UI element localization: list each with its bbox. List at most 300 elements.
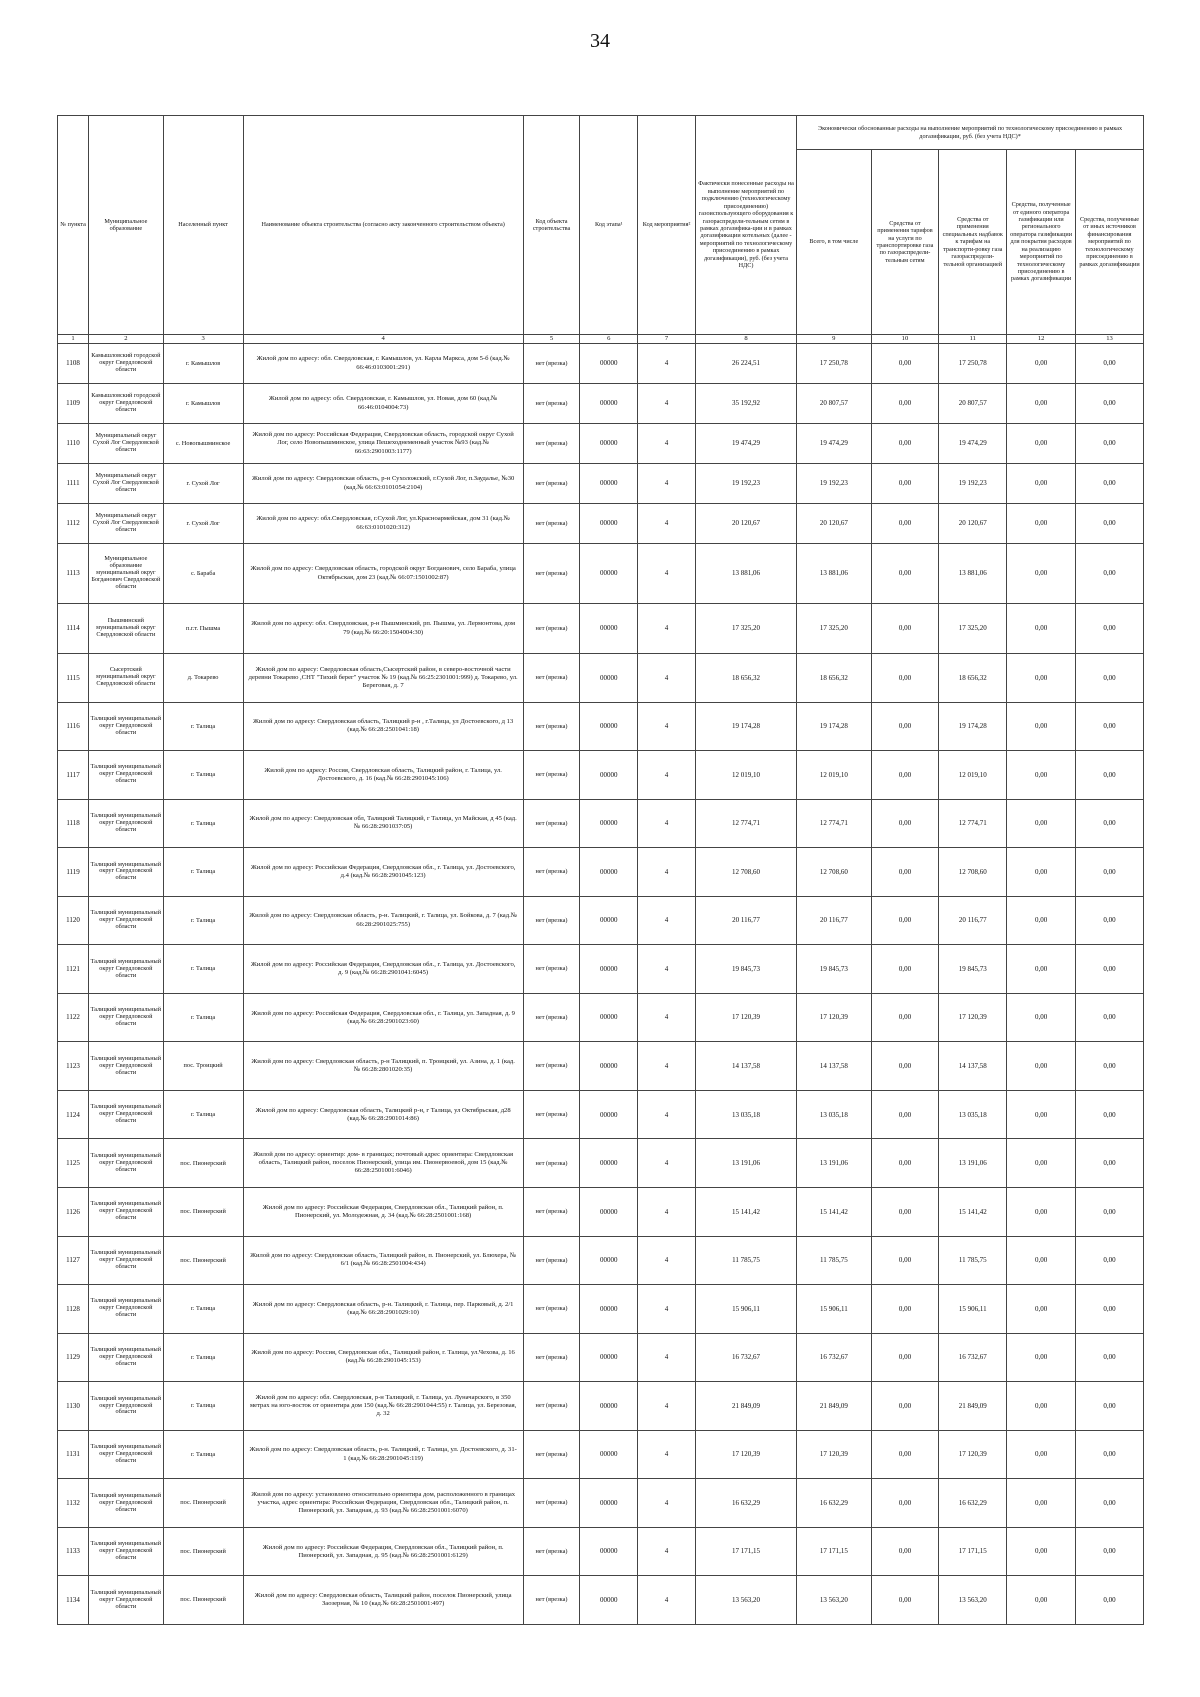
actual-costs-cell: 19 174,28 (695, 702, 796, 751)
object-code-cell: нет (врезка) (523, 1236, 580, 1285)
municipality-cell: Талицкий муниципальный округ Свердловской области (89, 1285, 163, 1334)
table-row (58, 848, 1144, 897)
total-cell: 17 250,78 (797, 344, 871, 384)
stage-code-cell: 00000 (580, 751, 638, 800)
table-row (58, 464, 1144, 504)
operator-funds-cell: 0,00 (1007, 751, 1076, 800)
item-number-cell: 1126 (58, 1188, 89, 1237)
object-code-cell: нет (врезка) (523, 993, 580, 1042)
event-code-cell: 4 (638, 604, 696, 654)
tariff-funds-cell: 0,00 (871, 424, 939, 464)
other-sources-cell: 0,00 (1076, 424, 1144, 464)
object-address-cell: Жилой дом по адресу: Свердловская область,Сысертский район, в северо-восточной части деревни Токарево ,СНТ "Тихий берег" участок № 19 (кад.№ 66:25:2301001:999) д. Токарево, ул. Береговая, д. 7 (243, 654, 523, 703)
object-address-cell: Жилой дом по адресу: Российская Федерация, Свердловская обл., Талицкий район, п. Пионерский, ул. Западная, д. 95 (кад.№ 66:28:2501001:6129) (243, 1527, 523, 1576)
settlement-cell: г. Сухой Лог (163, 504, 243, 544)
table-row (58, 1333, 1144, 1382)
municipality-cell: Талицкий муниципальный округ Свердловской области (89, 751, 163, 800)
item-number-cell: 1120 (58, 896, 89, 945)
item-number-cell: 1118 (58, 799, 89, 848)
item-number-cell: 1108 (58, 344, 89, 384)
other-sources-cell: 0,00 (1076, 1139, 1144, 1188)
tariff-funds-cell: 0,00 (871, 654, 939, 703)
table-row (58, 799, 1144, 848)
total-cell: 17 120,39 (797, 1430, 871, 1479)
column-number: 9 (797, 335, 871, 344)
column-number: 4 (243, 335, 523, 344)
object-code-cell: нет (врезка) (523, 464, 580, 504)
stage-code-cell: 00000 (580, 1139, 638, 1188)
object-code-cell: нет (врезка) (523, 751, 580, 800)
municipality-cell: Талицкий муниципальный округ Свердловской области (89, 945, 163, 994)
tariff-funds-cell: 0,00 (871, 504, 939, 544)
event-code-cell: 4 (638, 464, 696, 504)
table-body (58, 344, 1144, 1625)
event-code-cell: 4 (638, 1042, 696, 1091)
event-code-cell: 4 (638, 945, 696, 994)
special-surcharge-cell: 12 774,71 (939, 799, 1007, 848)
special-surcharge-cell: 17 325,20 (939, 604, 1007, 654)
stage-code-cell: 00000 (580, 1090, 638, 1139)
object-address-cell: Жилой дом по адресу: ориентир: дом- в границах; почтовый адрес ориентира: Свердловская область, Талицкий район, поселок Пионерский, улица им. Пионервоевой, дом 15 (кад.№ 66:28:2501001:6046) (243, 1139, 523, 1188)
tariff-funds-cell: 0,00 (871, 1285, 939, 1334)
item-number-cell: 1113 (58, 544, 89, 604)
municipality-cell: Талицкий муниципальный округ Свердловской области (89, 1139, 163, 1188)
item-number-cell: 1109 (58, 384, 89, 424)
item-number-cell: 1114 (58, 604, 89, 654)
operator-funds-cell: 0,00 (1007, 604, 1076, 654)
tariff-funds-cell: 0,00 (871, 1139, 939, 1188)
operator-funds-cell: 0,00 (1007, 1285, 1076, 1334)
total-cell: 20 120,67 (797, 504, 871, 544)
tariff-funds-cell: 0,00 (871, 1479, 939, 1528)
other-sources-cell: 0,00 (1076, 384, 1144, 424)
object-code-cell: нет (врезка) (523, 1139, 580, 1188)
object-code-cell: нет (врезка) (523, 544, 580, 604)
object-address-cell: Жилой дом по адресу: Свердловская область, р-н Талицкий, п. Троицкий, ул. Азина, д. 1 (кад.№ 66:28:2801020:35) (243, 1042, 523, 1091)
item-number-cell: 1134 (58, 1576, 89, 1625)
operator-funds-cell: 0,00 (1007, 1188, 1076, 1237)
tariff-funds-cell: 0,00 (871, 1090, 939, 1139)
actual-costs-cell: 15 906,11 (695, 1285, 796, 1334)
stage-code-cell: 00000 (580, 1042, 638, 1091)
stage-code-cell: 00000 (580, 604, 638, 654)
object-address-cell: Жилой дом по адресу: Свердловская область, р-н. Талицкий, г. Талица, ул. Бойкова, д. 7 (кад.№ 66:28:2901025:755) (243, 896, 523, 945)
stage-code-cell: 00000 (580, 896, 638, 945)
special-surcharge-cell: 18 656,32 (939, 654, 1007, 703)
special-surcharge-cell: 20 807,57 (939, 384, 1007, 424)
operator-funds-cell: 0,00 (1007, 945, 1076, 994)
event-code-cell: 4 (638, 1090, 696, 1139)
special-surcharge-cell: 15 141,42 (939, 1188, 1007, 1237)
object-address-cell: Жилой дом по адресу: Свердловская область, Талицкий р-н , г.Талица, ул Достоевского, д 13 (кад.№ 66:28:2501041:18) (243, 702, 523, 751)
tariff-funds-cell: 0,00 (871, 1042, 939, 1091)
event-code-cell: 4 (638, 544, 696, 604)
object-address-cell: Жилой дом по адресу: обл.Свердловская, г.Сухой Лог, ул.Красноармейская, дом 31 (кад.№ 66:63:0101020:312) (243, 504, 523, 544)
table-row (58, 1090, 1144, 1139)
table-row (58, 1479, 1144, 1528)
operator-funds-cell: 0,00 (1007, 848, 1076, 897)
special-surcharge-cell: 17 250,78 (939, 344, 1007, 384)
operator-funds-cell: 0,00 (1007, 1042, 1076, 1091)
header-settlement: Населенный пункт (163, 116, 243, 335)
item-number-cell: 1124 (58, 1090, 89, 1139)
stage-code-cell: 00000 (580, 1576, 638, 1625)
special-surcharge-cell: 17 120,39 (939, 993, 1007, 1042)
header-stage-code: Код этапа¹ (580, 116, 638, 335)
object-address-cell: Жилой дом по адресу: Свердловская область, р-н. Талицкий, г. Талица, ул. Достоевского, д. 31-1 (кад.№ 66:28:2901045:119) (243, 1430, 523, 1479)
settlement-cell: г. Талица (163, 848, 243, 897)
operator-funds-cell: 0,00 (1007, 1090, 1076, 1139)
item-number-cell: 1129 (58, 1333, 89, 1382)
other-sources-cell: 0,00 (1076, 702, 1144, 751)
special-surcharge-cell: 19 192,23 (939, 464, 1007, 504)
event-code-cell: 4 (638, 1382, 696, 1431)
other-sources-cell: 0,00 (1076, 799, 1144, 848)
operator-funds-cell: 0,00 (1007, 1333, 1076, 1382)
table-row (58, 1285, 1144, 1334)
gasification-costs-table (57, 115, 1144, 1625)
operator-funds-cell: 0,00 (1007, 702, 1076, 751)
event-code-cell: 4 (638, 344, 696, 384)
table-row (58, 344, 1144, 384)
item-number-cell: 1110 (58, 424, 89, 464)
total-cell: 11 785,75 (797, 1236, 871, 1285)
object-address-cell: Жилой дом по адресу: обл. Свердловская, р-н Талицкий, г. Талица, ул. Луначарского, в 350 метрах на юго-восток от ориентира дом 150 (кад.№ 66:28:2901044:55) г. Талица, ул. Березовая, д. 32 (243, 1382, 523, 1431)
total-cell: 19 474,29 (797, 424, 871, 464)
object-address-cell: Жилой дом по адресу: Свердловская область, городской округ Богданович, село Бараба, улица Октябрьская, дом 23 (кад.№ 66:07:1501002:87) (243, 544, 523, 604)
settlement-cell: с. Новопышминское (163, 424, 243, 464)
special-surcharge-cell: 14 137,58 (939, 1042, 1007, 1091)
total-cell: 12 774,71 (797, 799, 871, 848)
table-row (58, 1382, 1144, 1431)
operator-funds-cell: 0,00 (1007, 1576, 1076, 1625)
special-surcharge-cell: 13 563,20 (939, 1576, 1007, 1625)
actual-costs-cell: 11 785,75 (695, 1236, 796, 1285)
total-cell: 14 137,58 (797, 1042, 871, 1091)
operator-funds-cell: 0,00 (1007, 1139, 1076, 1188)
actual-costs-cell: 17 120,39 (695, 993, 796, 1042)
special-surcharge-cell: 19 845,73 (939, 945, 1007, 994)
total-cell: 17 325,20 (797, 604, 871, 654)
table-row (58, 1236, 1144, 1285)
operator-funds-cell: 0,00 (1007, 1479, 1076, 1528)
other-sources-cell: 0,00 (1076, 993, 1144, 1042)
object-code-cell: нет (врезка) (523, 1188, 580, 1237)
total-cell: 19 192,23 (797, 464, 871, 504)
settlement-cell: пос. Пионерский (163, 1139, 243, 1188)
object-code-cell: нет (врезка) (523, 896, 580, 945)
special-surcharge-cell: 11 785,75 (939, 1236, 1007, 1285)
item-number-cell: 1112 (58, 504, 89, 544)
total-cell: 16 632,29 (797, 1479, 871, 1528)
object-code-cell: нет (врезка) (523, 1333, 580, 1382)
settlement-cell: г. Талица (163, 751, 243, 800)
municipality-cell: Талицкий муниципальный округ Свердловской области (89, 702, 163, 751)
event-code-cell: 4 (638, 848, 696, 897)
stage-code-cell: 00000 (580, 848, 638, 897)
event-code-cell: 4 (638, 1139, 696, 1188)
stage-code-cell: 00000 (580, 424, 638, 464)
stage-code-cell: 00000 (580, 654, 638, 703)
stage-code-cell: 00000 (580, 1236, 638, 1285)
other-sources-cell: 0,00 (1076, 1333, 1144, 1382)
item-number-cell: 1127 (58, 1236, 89, 1285)
stage-code-cell: 00000 (580, 1188, 638, 1237)
event-code-cell: 4 (638, 751, 696, 800)
settlement-cell: г. Талица (163, 945, 243, 994)
other-sources-cell: 0,00 (1076, 848, 1144, 897)
object-address-cell: Жилой дом по адресу: обл. Свердловская, г. Камышлов, ул. Новая, дом 60 (кад.№ 66:46:0104004:73) (243, 384, 523, 424)
object-address-cell: Жилой дом по адресу: обл. Свердловская, г. Камышлов, ул. Карла Маркса, дом 5-б (кад.№ 66:46:0103001:291) (243, 344, 523, 384)
total-cell: 15 906,11 (797, 1285, 871, 1334)
settlement-cell: г. Талица (163, 1090, 243, 1139)
special-surcharge-cell: 20 120,67 (939, 504, 1007, 544)
stage-code-cell: 00000 (580, 1527, 638, 1576)
municipality-cell: Пышминский муниципальный округ Свердловской области (89, 604, 163, 654)
table-row (58, 604, 1144, 654)
settlement-cell: г. Талица (163, 1333, 243, 1382)
event-code-cell: 4 (638, 654, 696, 703)
stage-code-cell: 00000 (580, 544, 638, 604)
event-code-cell: 4 (638, 504, 696, 544)
operator-funds-cell: 0,00 (1007, 424, 1076, 464)
event-code-cell: 4 (638, 1576, 696, 1625)
event-code-cell: 4 (638, 1527, 696, 1576)
tariff-funds-cell: 0,00 (871, 1430, 939, 1479)
object-code-cell: нет (врезка) (523, 702, 580, 751)
table-row (58, 1576, 1144, 1625)
total-cell: 19 174,28 (797, 702, 871, 751)
column-number: 8 (695, 335, 796, 344)
special-surcharge-cell: 16 632,29 (939, 1479, 1007, 1528)
actual-costs-cell: 14 137,58 (695, 1042, 796, 1091)
table-row (58, 504, 1144, 544)
item-number-cell: 1117 (58, 751, 89, 800)
actual-costs-cell: 19 474,29 (695, 424, 796, 464)
special-surcharge-cell: 17 171,15 (939, 1527, 1007, 1576)
municipality-cell: Талицкий муниципальный округ Свердловской области (89, 1576, 163, 1625)
other-sources-cell: 0,00 (1076, 604, 1144, 654)
settlement-cell: г. Талица (163, 993, 243, 1042)
object-code-cell: нет (врезка) (523, 384, 580, 424)
total-cell: 20 807,57 (797, 384, 871, 424)
stage-code-cell: 00000 (580, 504, 638, 544)
other-sources-cell: 0,00 (1076, 654, 1144, 703)
total-cell: 18 656,32 (797, 654, 871, 703)
actual-costs-cell: 13 035,18 (695, 1090, 796, 1139)
actual-costs-cell: 16 732,67 (695, 1333, 796, 1382)
item-number-cell: 1133 (58, 1527, 89, 1576)
table-row (58, 1188, 1144, 1237)
item-number-cell: 1115 (58, 654, 89, 703)
stage-code-cell: 00000 (580, 1430, 638, 1479)
object-address-cell: Жилой дом по адресу: Свердловская область, Талицкий район, п. Пионерский, ул. Блюхера, № 6/1 (кад.№ 66:28:2501004:434) (243, 1236, 523, 1285)
other-sources-cell: 0,00 (1076, 945, 1144, 994)
tariff-funds-cell: 0,00 (871, 1188, 939, 1237)
operator-funds-cell: 0,00 (1007, 1430, 1076, 1479)
other-sources-cell: 0,00 (1076, 1382, 1144, 1431)
special-surcharge-cell: 12 019,10 (939, 751, 1007, 800)
municipality-cell: Талицкий муниципальный округ Свердловской области (89, 1430, 163, 1479)
column-number: 12 (1007, 335, 1076, 344)
stage-code-cell: 00000 (580, 993, 638, 1042)
table-header (58, 116, 1144, 344)
item-number-cell: 1132 (58, 1479, 89, 1528)
tariff-funds-cell: 0,00 (871, 751, 939, 800)
actual-costs-cell: 13 191,06 (695, 1139, 796, 1188)
page-number: 34 (590, 30, 610, 52)
column-number: 7 (638, 335, 696, 344)
municipality-cell: Талицкий муниципальный округ Свердловской области (89, 1333, 163, 1382)
other-sources-cell: 0,00 (1076, 751, 1144, 800)
municipality-cell: Талицкий муниципальный округ Свердловской области (89, 896, 163, 945)
other-sources-cell: 0,00 (1076, 544, 1144, 604)
operator-funds-cell: 0,00 (1007, 1382, 1076, 1431)
actual-costs-cell: 16 632,29 (695, 1479, 796, 1528)
table-row (58, 751, 1144, 800)
actual-costs-cell: 20 116,77 (695, 896, 796, 945)
settlement-cell: с. Бараба (163, 544, 243, 604)
operator-funds-cell: 0,00 (1007, 464, 1076, 504)
tariff-funds-cell: 0,00 (871, 384, 939, 424)
operator-funds-cell: 0,00 (1007, 544, 1076, 604)
table-row (58, 424, 1144, 464)
total-cell: 20 116,77 (797, 896, 871, 945)
item-number-cell: 1125 (58, 1139, 89, 1188)
stage-code-cell: 00000 (580, 1479, 638, 1528)
table-row (58, 544, 1144, 604)
actual-costs-cell: 26 224,51 (695, 344, 796, 384)
special-surcharge-cell: 17 120,39 (939, 1430, 1007, 1479)
actual-costs-cell: 12 019,10 (695, 751, 796, 800)
municipality-cell: Талицкий муниципальный округ Свердловской области (89, 799, 163, 848)
total-cell: 12 019,10 (797, 751, 871, 800)
municipality-cell: Талицкий муниципальный округ Свердловской области (89, 1188, 163, 1237)
total-cell: 17 120,39 (797, 993, 871, 1042)
event-code-cell: 4 (638, 1285, 696, 1334)
column-number: 10 (871, 335, 939, 344)
object-code-cell: нет (врезка) (523, 654, 580, 703)
special-surcharge-cell: 19 474,29 (939, 424, 1007, 464)
item-number-cell: 1121 (58, 945, 89, 994)
special-surcharge-cell: 13 035,18 (939, 1090, 1007, 1139)
event-code-cell: 4 (638, 1430, 696, 1479)
object-code-cell: нет (врезка) (523, 945, 580, 994)
object-address-cell: Жилой дом по адресу: Российская Федерация, Свердловская обл., г. Талица, ул. Западная, д. 9 (кад.№ 66:28:2901023:60) (243, 993, 523, 1042)
item-number-cell: 1122 (58, 993, 89, 1042)
settlement-cell: г. Сухой Лог (163, 464, 243, 504)
object-address-cell: Жилой дом по адресу: Свердловская обл, Талицкий Талицкий, г Талица, ул Майская, д 45 (кад.№ 66:28:2901037:05) (243, 799, 523, 848)
actual-costs-cell: 17 171,15 (695, 1527, 796, 1576)
tariff-funds-cell: 0,00 (871, 945, 939, 994)
special-surcharge-cell: 21 849,09 (939, 1382, 1007, 1431)
municipality-cell: Талицкий муниципальный округ Свердловской области (89, 1042, 163, 1091)
other-sources-cell: 0,00 (1076, 504, 1144, 544)
operator-funds-cell: 0,00 (1007, 344, 1076, 384)
settlement-cell: г. Талица (163, 702, 243, 751)
object-code-cell: нет (врезка) (523, 1090, 580, 1139)
object-code-cell: нет (врезка) (523, 1430, 580, 1479)
object-code-cell: нет (врезка) (523, 1527, 580, 1576)
settlement-cell: пос. Троицкий (163, 1042, 243, 1091)
settlement-cell: г. Талица (163, 799, 243, 848)
object-address-cell: Жилой дом по адресу: обл. Свердловская, р-н Пышминский, рп. Пышма, ул. Лермонтова, дом 79 (кад.№ 66:20:1504004:30) (243, 604, 523, 654)
other-sources-cell: 0,00 (1076, 1042, 1144, 1091)
tariff-funds-cell: 0,00 (871, 604, 939, 654)
municipality-cell: Муниципальный округ Сухой Лог Свердловской области (89, 424, 163, 464)
other-sources-cell: 0,00 (1076, 896, 1144, 945)
item-number-cell: 1131 (58, 1430, 89, 1479)
table-row (58, 1430, 1144, 1479)
special-surcharge-cell: 12 708,60 (939, 848, 1007, 897)
actual-costs-cell: 13 563,20 (695, 1576, 796, 1625)
table-row (58, 384, 1144, 424)
item-number-cell: 1119 (58, 848, 89, 897)
settlement-cell: г. Камышлов (163, 344, 243, 384)
event-code-cell: 4 (638, 799, 696, 848)
item-number-cell: 1116 (58, 702, 89, 751)
other-sources-cell: 0,00 (1076, 1188, 1144, 1237)
item-number-cell: 1111 (58, 464, 89, 504)
other-sources-cell: 0,00 (1076, 1090, 1144, 1139)
total-cell: 16 732,67 (797, 1333, 871, 1382)
operator-funds-cell: 0,00 (1007, 654, 1076, 703)
header-item-number: № пункта (58, 116, 89, 335)
header-special-surcharge-funds: Средства от применения специальных надбавок к тарифам на транспорти-ровку газа газораспредели-тельной организацией (939, 150, 1007, 335)
municipality-cell: Талицкий муниципальный округ Свердловской области (89, 1090, 163, 1139)
event-code-cell: 4 (638, 384, 696, 424)
settlement-cell: п.г.т. Пышма (163, 604, 243, 654)
municipality-cell: Талицкий муниципальный округ Свердловской области (89, 1236, 163, 1285)
tariff-funds-cell: 0,00 (871, 896, 939, 945)
total-cell: 13 035,18 (797, 1090, 871, 1139)
municipality-cell: Талицкий муниципальный округ Свердловской области (89, 1479, 163, 1528)
object-code-cell: нет (врезка) (523, 1479, 580, 1528)
object-address-cell: Жилой дом по адресу: Свердловская область, р-н. Талицкий, г. Талица, пер. Парковый, д. 2/1 (кад.№ 66:28:2901029:10) (243, 1285, 523, 1334)
municipality-cell: Муниципальный округ Сухой Лог Свердловской области (89, 464, 163, 504)
column-number: 5 (523, 335, 580, 344)
object-code-cell: нет (врезка) (523, 1285, 580, 1334)
municipality-cell: Талицкий муниципальный округ Свердловской области (89, 1527, 163, 1576)
actual-costs-cell: 13 881,06 (695, 544, 796, 604)
total-cell: 21 849,09 (797, 1382, 871, 1431)
table-row (58, 702, 1144, 751)
object-address-cell: Жилой дом по адресу: Российская Федерация, Свердловская обл., г. Талица, ул. Достоевского, д. 9 (кад.№ 66:28:2901041:6045) (243, 945, 523, 994)
event-code-cell: 4 (638, 1333, 696, 1382)
operator-funds-cell: 0,00 (1007, 504, 1076, 544)
object-code-cell: нет (врезка) (523, 504, 580, 544)
tariff-funds-cell: 0,00 (871, 1527, 939, 1576)
object-address-cell: Жилой дом по адресу: Свердловская область, Талицкий район, поселок Пионерский, улица Заозерная, № 10 (кад.№ 66:28:2501001:497) (243, 1576, 523, 1625)
total-cell: 13 881,06 (797, 544, 871, 604)
settlement-cell: г. Талица (163, 1382, 243, 1431)
settlement-cell: пос. Пионерский (163, 1188, 243, 1237)
event-code-cell: 4 (638, 896, 696, 945)
object-code-cell: нет (врезка) (523, 1042, 580, 1091)
other-sources-cell: 0,00 (1076, 1527, 1144, 1576)
tariff-funds-cell: 0,00 (871, 1382, 939, 1431)
actual-costs-cell: 18 656,32 (695, 654, 796, 703)
tariff-funds-cell: 0,00 (871, 702, 939, 751)
header-other-sources: Средства, полученные от иных источников финансирования мероприятий по технологическому присоединению в рамках догазификации (1076, 150, 1144, 335)
operator-funds-cell: 0,00 (1007, 1527, 1076, 1576)
actual-costs-cell: 12 774,71 (695, 799, 796, 848)
header-municipality: Муниципальное образование (89, 116, 163, 335)
other-sources-cell: 0,00 (1076, 344, 1144, 384)
settlement-cell: пос. Пионерский (163, 1236, 243, 1285)
special-surcharge-cell: 13 191,06 (939, 1139, 1007, 1188)
other-sources-cell: 0,00 (1076, 1430, 1144, 1479)
